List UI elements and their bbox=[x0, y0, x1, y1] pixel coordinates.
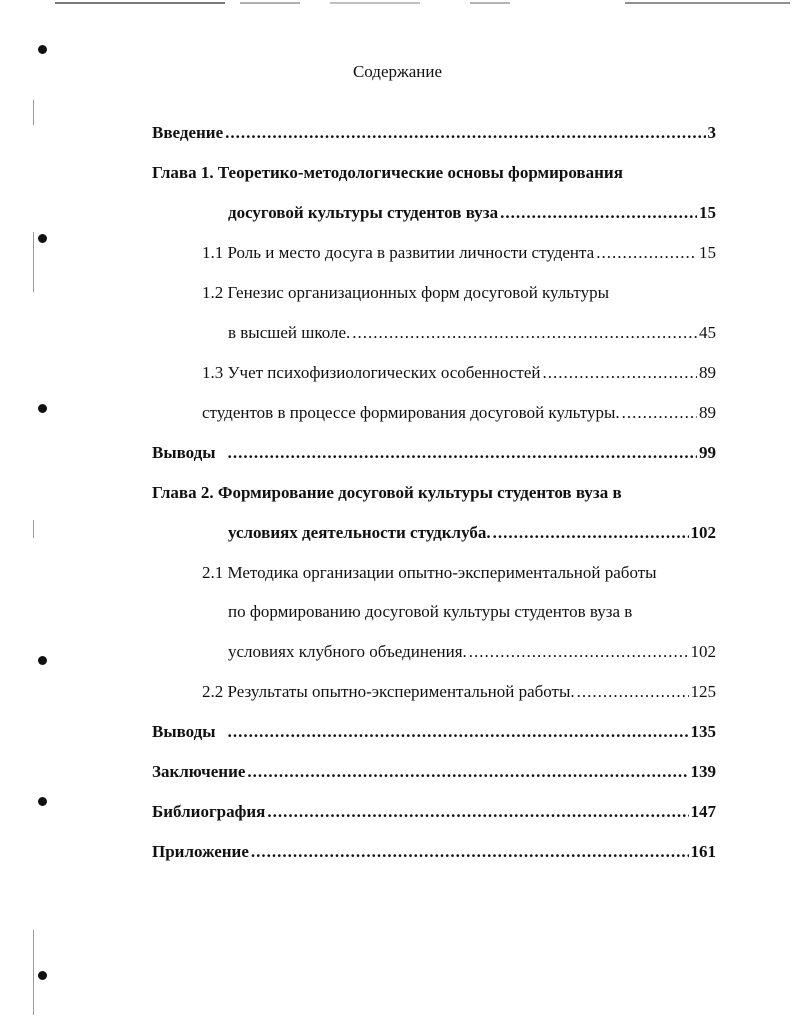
toc-entry-label: Введение bbox=[152, 123, 224, 142]
dot-leader bbox=[577, 681, 689, 703]
toc-section-2-1-title: 2.1 Методика организации опытно-экспериментальной работы bbox=[202, 563, 657, 582]
toc-entry-page: 89 bbox=[699, 363, 716, 382]
scan-margin-line bbox=[33, 100, 34, 125]
toc-entry-page: 139 bbox=[690, 762, 716, 781]
scan-edge-line bbox=[55, 2, 225, 4]
toc-section-2-1-title-cont: по формированию досуговой культуры студентов вуза в bbox=[228, 602, 633, 621]
binder-hole bbox=[38, 971, 47, 980]
dot-leader bbox=[500, 202, 697, 224]
toc-entry-1-3-cont bbox=[202, 402, 716, 424]
scan-margin-line bbox=[33, 930, 34, 1015]
toc-entry-label: Приложение bbox=[152, 842, 249, 861]
toc-entry-label: 1.1 Роль и место досуга в развитии личности студента bbox=[202, 243, 595, 262]
toc-entry-page: 45 bbox=[699, 323, 716, 342]
toc-entry-page: 125 bbox=[690, 682, 716, 701]
scan-edge-line bbox=[625, 2, 790, 4]
toc-entry-conclusions-2 bbox=[152, 721, 716, 743]
dot-leader bbox=[267, 801, 688, 823]
dot-leader bbox=[596, 242, 697, 264]
toc-entry-1-2 bbox=[228, 322, 716, 344]
toc-entry-label: досуговой культуры студентов вуза bbox=[228, 203, 499, 222]
binder-hole bbox=[38, 797, 47, 806]
toc-entry-2-2 bbox=[202, 681, 716, 703]
toc-entry-bibliography bbox=[152, 801, 716, 823]
binder-hole bbox=[38, 404, 47, 413]
binder-hole bbox=[38, 45, 47, 54]
toc-entry-label: студентов в процессе формирования досуговой культуры. bbox=[202, 403, 620, 422]
toc-entry-label: Библиография bbox=[152, 802, 266, 821]
toc-entry-page: 3 bbox=[707, 123, 716, 142]
toc-entry-page: 99 bbox=[699, 443, 716, 462]
dot-leader bbox=[352, 322, 697, 344]
toc-entry-conclusions-1 bbox=[152, 442, 716, 464]
toc-chapter-1-title: Глава 1. Теоретико-методологические основы формирования bbox=[152, 163, 623, 182]
toc-entry-label: Заключение bbox=[152, 762, 246, 781]
scan-edge-line bbox=[240, 2, 300, 4]
page-title: Содержание bbox=[352, 62, 443, 81]
toc-entry-conclusion bbox=[152, 761, 716, 783]
toc-entry-page: 135 bbox=[690, 722, 716, 741]
toc-entry-page: 102 bbox=[690, 642, 716, 661]
toc-entry-label: 1.3 Учет психофизиологических особенностей bbox=[202, 363, 541, 382]
toc-chapter-2-title: Глава 2. Формирование досуговой культуры студентов вуза в bbox=[152, 483, 622, 502]
scan-margin-line bbox=[33, 232, 34, 292]
dot-leader bbox=[493, 522, 689, 544]
toc-entry-label: условиях деятельности студклуба. bbox=[228, 523, 491, 542]
scan-edge-line bbox=[470, 2, 510, 4]
dot-leader bbox=[228, 442, 697, 464]
toc-entry-label: в высшей школе. bbox=[228, 323, 351, 342]
toc-entry-1-3 bbox=[202, 362, 716, 384]
binder-hole bbox=[38, 234, 47, 243]
toc-entry-appendix bbox=[152, 841, 716, 863]
binder-hole bbox=[38, 656, 47, 665]
toc-entry-label: Выводы bbox=[152, 722, 216, 741]
dot-leader bbox=[247, 761, 688, 783]
dot-leader bbox=[543, 362, 697, 384]
toc-section-1-2-title: 1.2 Генезис организационных форм досуговой культуры bbox=[202, 283, 610, 302]
dot-leader bbox=[228, 721, 689, 743]
toc-entry-chapter-2 bbox=[228, 522, 716, 544]
toc-entry-label: 2.2 Результаты опытно-экспериментальной работы. bbox=[202, 682, 575, 701]
toc-entry-page: 102 bbox=[690, 523, 716, 542]
dot-leader bbox=[469, 641, 689, 663]
toc-entry-1-1 bbox=[202, 242, 716, 264]
dot-leader bbox=[225, 122, 705, 144]
toc-entry-page: 89 bbox=[699, 403, 716, 422]
dot-leader bbox=[622, 402, 697, 424]
toc-entry-label: условиях клубного объединения. bbox=[228, 642, 467, 661]
toc-entry-chapter-1 bbox=[228, 202, 716, 224]
toc-entry-page: 15 bbox=[699, 243, 716, 262]
scan-edge-line bbox=[330, 2, 420, 4]
scan-margin-line bbox=[33, 520, 34, 538]
dot-leader bbox=[251, 841, 689, 863]
toc-entry-page: 161 bbox=[690, 842, 716, 861]
toc-entry-intro bbox=[152, 122, 716, 144]
toc-entry-page: 147 bbox=[690, 802, 716, 821]
toc-entry-label: Выводы bbox=[152, 443, 216, 462]
toc-entry-page: 15 bbox=[699, 203, 716, 222]
toc-entry-2-1 bbox=[228, 641, 716, 663]
